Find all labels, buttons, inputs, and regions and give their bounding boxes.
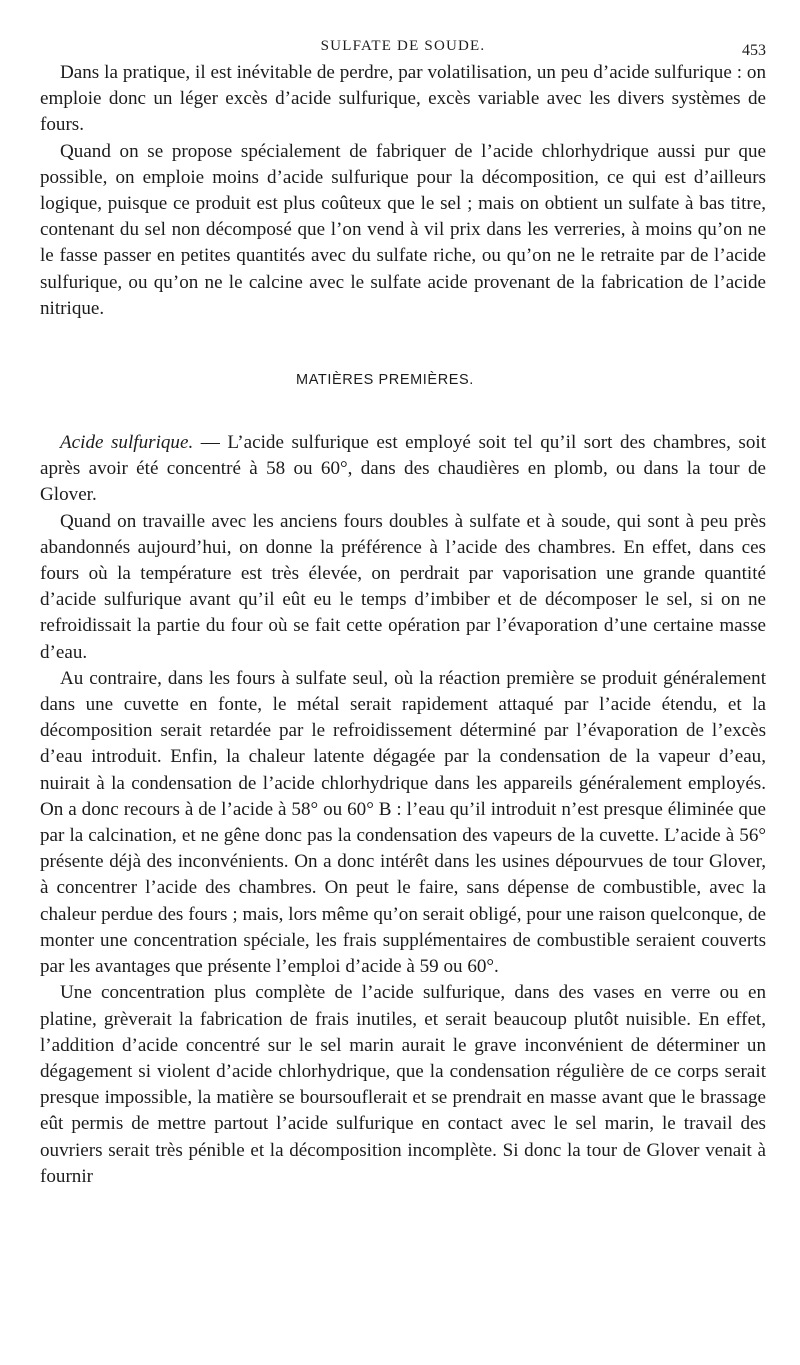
book-page (40, 30, 766, 1350)
paragraph: Quand on se propose spécialement de fabriquer de l’acide chlorhydrique aussi pur que possible, on emploie moins d’acide sulfurique pour la décomposition, ce qui est d’ailleurs logique, puisque ce produit est plus coûteux que le sel ; mais on obtient un sulfate à bas titre, contenant du sel non décomposé que l’on vend à vil prix dans les verreries, à moins qu’on ne le fasse passer en petites quantités avec du sulfate riche, ou qu’on ne le retraite par de l’acide sulfurique, ou qu’on ne le calcine avec le sulfate acide provenant de la fabrication de l’acide nitrique. (40, 140, 766, 319)
lead-text: — L’acide sulfurique est employé soit tel qu’il sort des chambres, soit après avoir été concentré à 58 ou 60°, dans des chaudières en plomb, ou dans la tour de Glover. (40, 432, 767, 506)
page-number: 453 (742, 42, 766, 59)
paragraph: Quand on travaille avec les anciens fours doubles à sulfate et à soude, qui sont à peu près abandonnés aujourd’hui, on donne la préférence à l’acide des chambres. En effet, dans ces fours où la température est très élevée, on perdrait par vaporisation une grande quantité d’acide sulfurique avant qu’il eût eu le temps d’imbiber et de décomposer le sel, si on ne refroidissait la partie du four où se fait cette opération par l’évaporation d’une certaine masse d’eau. (40, 510, 766, 663)
paragraph: Au contraire, dans les fours à sulfate seul, où la réaction première se produit généralement dans une cuvette en fonte, le métal serait rapidement attaqué par l’acide étendu, et la décomposition serait retardée par le refroidissement déterminé par l’évaporation de l’excès d’eau introduit. Enfin, la chaleur latente dégagée par la condensation de la vapeur d’eau, nuirait à la condensation de l’acide chlorhydrique dans les appareils généralement employés. On a donc recours à de l’acide à 58° ou 60° B : l’eau qu’il introduit n’est presque éliminée que par la calcination, et ne gêne donc pas la condensation des vapeurs de la cuvette. L’acide à 56° présente déjà des inconvénients. On a donc intérêt dans les usines dépourvues de tour Glover, à concentrer l’acide des chambres. On peut le faire, sans dépense de combustible, avec la chaleur perdue des fours ; mais, lors même qu’on serait obligé, pour une raison quelconque, de monter une concentration spéciale, les frais supplémentaires de combustible seraient couverts par les avantages que présente l’emploi d’acide à 59 ou 60°. (40, 667, 766, 978)
running-head (40, 30, 766, 60)
body-text (40, 60, 766, 1190)
paragraph: Dans la pratique, il est inévitable de perdre, par volatilisation, un peu d’acide sulfurique : on emploie donc un léger excès d’acide sulfurique, excès variable avec les divers systèmes de fours. (40, 62, 766, 136)
section-heading: MATIÈRES PREMIÈRES. (296, 372, 474, 389)
section-lead-paragraph (40, 430, 766, 509)
lead-term: Acide sulfurique. (60, 432, 194, 454)
running-title: SULFATE DE SOUDE. (320, 38, 486, 54)
paragraph: Une concentration plus complète de l’acide sulfurique, dans des vases en verre ou en platine, grèverait la fabrication de frais inutiles, et serait beaucoup plutôt nuisible. En effet, l’addition d’acide concentré sur le sel marin aurait le grave inconvénient de déterminer un dégagement si violent d’acide chlorhydrique, que la condensation régulière de ce corps serait presque impossible, la matière se boursouflerait et se prendrait en masse avant que le brassage eût permis de mettre partout l’acide sulfurique en contact avec le sel marin, le travail des ouvriers serait très pénible et la décomposition incomplète. Si donc la tour de Glover venait à fournir (40, 982, 766, 1187)
